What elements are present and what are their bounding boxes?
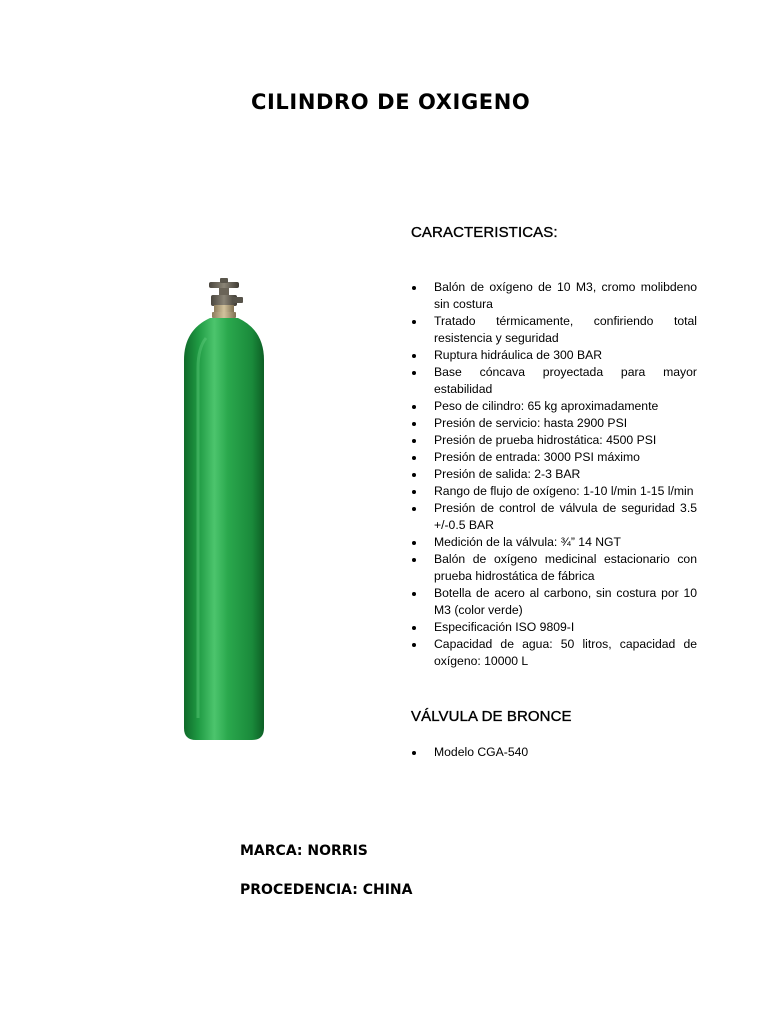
valve-handwheel (209, 278, 239, 288)
list-item: Presión de servicio: hasta 2900 PSI (411, 415, 697, 432)
features-list (411, 279, 697, 670)
list-item: Capacidad de agua: 50 litros, capacidad de oxígeno: 10000 L (411, 636, 697, 670)
list-item: Tratado térmicamente, confiriendo total resistencia y seguridad (411, 313, 697, 347)
features-heading: CARACTERISTICAS: (411, 224, 558, 241)
oxygen-cylinder-image (176, 278, 272, 742)
list-item: Balón de oxígeno de 10 M3, cromo molibdeno sin costura (411, 279, 697, 313)
page-title: CILINDRO DE OXIGENO (251, 90, 531, 114)
list-item: Base cóncava proyectada para mayor estabilidad (411, 364, 697, 398)
list-item: Peso de cilindro: 65 kg aproximadamente (411, 398, 697, 415)
list-item: Rango de flujo de oxígeno: 1-10 l/min 1-15 l/min (411, 483, 697, 500)
list-item: Botella de acero al carbono, sin costura por 10 M3 (color verde) (411, 585, 697, 619)
list-item: Modelo CGA-540 (411, 744, 697, 761)
brand-label: MARCA: NORRIS (240, 843, 368, 859)
list-item: Balón de oxígeno medicinal estacionario con prueba hidrostática de fábrica (411, 551, 697, 585)
list-item: Presión de entrada: 3000 PSI máximo (411, 449, 697, 466)
list-item: Ruptura hidráulica de 300 BAR (411, 347, 697, 364)
list-item: Presión de control de válvula de seguridad 3.5 +/-0.5 BAR (411, 500, 697, 534)
list-item: Presión de prueba hidrostática: 4500 PSI (411, 432, 697, 449)
list-item: Presión de salida: 2-3 BAR (411, 466, 697, 483)
valve-heading: VÁLVULA DE BRONCE (411, 708, 572, 725)
cylinder-body (184, 318, 264, 740)
valve-body (211, 288, 243, 318)
list-item: Medición de la válvula: ¾” 14 NGT (411, 534, 697, 551)
valve-list (411, 744, 697, 761)
origin-label: PROCEDENCIA: CHINA (240, 882, 413, 898)
list-item: Especificación ISO 9809-I (411, 619, 697, 636)
